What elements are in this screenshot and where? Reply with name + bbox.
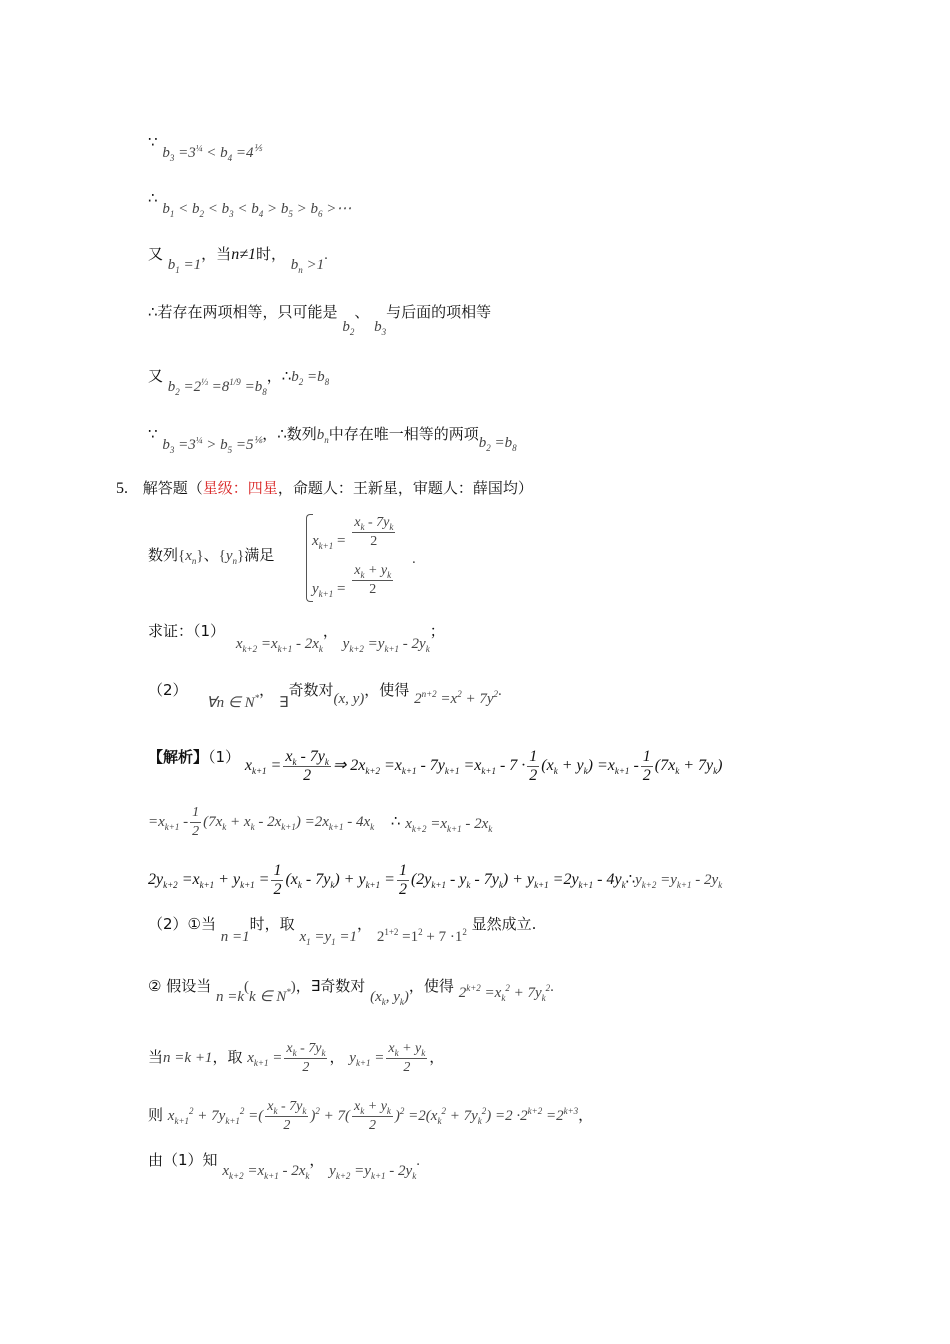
because-symbol-2: ∵ — [148, 425, 158, 443]
math-b3-b5: $b_3 =3^{\frac{1}{4}} > b_5 =5^{\frac{1}{6}}$ — [162, 435, 263, 455]
math-final-derivation: $x_{k+1}^2 + 7y_{k+1}^2$ =( $\frac{x_k - 7y_k}{2}$ )$^2$ + 7( $\frac{x_k + y_k}{2}$ )$^2 =2(x_k^2 + 7y_k^2) =2 \cdot 2^{k+2} =2^{k+3}$ — [167, 1099, 579, 1133]
math-derivation-x-2: $=x_{k+1}$ - $\frac{1}{2}$ $(7x_k + x_k - 2x_{k+1}) =2x_{k+1} - 4x_k$ — [148, 805, 375, 839]
text-therefore: ，∴ — [266, 367, 292, 385]
math-recurrence-x: $x_{k+2} =x_{k+1} - 2x_k$ — [235, 636, 323, 654]
text-unique-two: 中存在唯一相等的两项 — [328, 425, 479, 443]
line-unique-equal — [148, 424, 517, 455]
question-5-header — [116, 478, 533, 499]
solution-from-1: 由（1）知 $x_{k+2} =x_{k+1} - 2x_k$， $y_{k+2} =y_{k+1} - 2y_k$. — [148, 1151, 420, 1181]
math-target-identity: $2^{n+2} =x^2 + 7y^2$ — [414, 689, 499, 707]
text-obvious: 显然成立. — [471, 915, 537, 933]
math-recurrence-x-2: $x_{k+2} =x_{k+1} - 2x_k$ — [222, 1163, 310, 1181]
math-derivation-x: $x_{k+1}$ = $\frac{x_k - 7y_k}{2}$ ⇒ $2x_{k+2} =x_{k+1} - 7y_{k+1} =x_{k+1} - 7$ · $\frac{1}{2}$ $(x_k + y_k) =x_{k+1}$ - $\frac{1}{2}$ $(7x_k + 7y_k)$ — [244, 748, 723, 784]
solution-assumption: ② 假设当 n =k(k ∈ N*)，∃奇数对 ($x_k$, $y_k$)，使得 $2^{k+2} =x_k^2 + 7y_k^2$. — [148, 977, 554, 1007]
text-from-1: 由（1）知 — [148, 1151, 218, 1169]
math-recurrence-y: $y_{k+2} =y_{k+1} - 2y_k$ — [342, 636, 430, 654]
text-shi: 时， — [255, 245, 286, 263]
text-sequence-prefix: 数列 — [148, 546, 179, 564]
math-conclusion-y: $y_{k+2} =y_{k+1} - 2y_k$ — [635, 872, 723, 891]
solution-line-1 — [148, 740, 723, 784]
text-sep-2: 、 — [203, 546, 219, 564]
math-n-eq-k: n =k — [216, 989, 245, 1005]
text-take-2: ，取 — [212, 1047, 243, 1066]
prove-part-1: 求证：（1） $x_{k+2} =x_{k+1} - 2x_k$， $y_{k+2} =y_{k+1} - 2y_k$； — [148, 622, 445, 654]
math-xk-yk: ($x_k$, $y_k$) — [370, 989, 409, 1007]
solution-label: 【解析】 — [148, 748, 209, 767]
math-derivation-y: $2y_{k+2} =x_{k+1} + y_{k+1}$ = $\frac{1}{2}$ $(x_k - 7y_k) + y_{k+1}$ = $\frac{1}{2}$ $(2y_{k+1} - y_k - 7y_k) + y_{k+1} =2y_{k+1} - 4y_k$ — [148, 862, 626, 898]
solution-line-2: $=x_{k+1}$ - $\frac{1}{2}$ $(7x_k + x_k - 2x_{k+1}) =2x_{k+1} - 4x_k$ ∴ $x_{k+2} =x_{k+1} - 2x_k$ — [148, 805, 493, 839]
text-you-2: 又 — [148, 367, 164, 385]
text-take: 时，取 — [249, 915, 295, 933]
solution-part-1: （1） — [208, 748, 241, 767]
line-b3-less-b4 — [148, 132, 263, 163]
math-xk1-def: $x_{k+1}$ = $\frac{x_k - 7y_k}{2}$ — [247, 1041, 326, 1075]
solution-then: 则 $x_{k+1}^2 + 7y_{k+1}^2$ =( $\frac{x_k - 7y_k}{2}$ )$^2$ + 7( $\frac{x_k + y_k}{2}$ )$^2 =2(x_k^2 + 7y_k^2) =2 \cdot 2^{k+2} =2^{k+3}$， — [148, 1099, 594, 1133]
math-b2-b8: $b_2 =b_8$ — [291, 369, 330, 387]
solution-step: 当n =k +1，取 $x_{k+1}$ = $\frac{x_k - 7y_k}{2}$ ， $y_{k+1}$ = $\frac{x_k + y_k}{2}$ ， — [148, 1041, 445, 1075]
math-b3-b4: $b_3 =3^{\frac{1}{4}} < b_4 =4^{\frac{1}{5}}$ — [162, 143, 263, 163]
system-period: . — [412, 551, 416, 567]
math-forall-n: ∀n ∈ N* — [206, 693, 260, 711]
text-sep: 、 — [354, 303, 370, 321]
question-number: 5. — [116, 480, 128, 497]
math-induction-hypothesis: $2^{k+2} =x_k^2 + 7y_k^2$ — [458, 983, 551, 1003]
line-only-possible — [148, 302, 492, 337]
math-conclusion-x: $x_{k+2} =x_{k+1} - 2x_k$ — [405, 815, 493, 834]
math-n-neq-1: n≠1 — [231, 246, 256, 263]
math-k-in-n: k ∈ N* — [249, 987, 291, 1005]
math-base-identity: $2^{1+2} =1^2 + 7 \cdot 1^2$ — [376, 927, 467, 945]
text-sequence: ，∴数列 — [262, 425, 317, 443]
math-b1: $b_1 =1$ — [167, 257, 202, 275]
math-inequality-chain: $b_1 < b_2 < b_3 < b_4 > b_5 > b_6$ >⋯ — [162, 201, 352, 219]
text-satisfy: 满足 — [244, 546, 275, 564]
text-only-possible: ∴若存在两项相等，只可能是 — [148, 303, 338, 321]
star-level: 星级：四星 — [202, 479, 278, 497]
solution-part-2-base: （2）①当 n =1时，取 $x_1 =y_1 =1$， $2^{1+2} =1^2 + 7 \cdot 1^2$ 显然成立. — [148, 915, 537, 947]
text-assume: ② 假设当 — [148, 977, 212, 995]
therefore-symbol: ∴ — [148, 189, 158, 207]
part-2-label: （2） — [148, 681, 188, 699]
solution-line-3: $2y_{k+2} =x_{k+1} + y_{k+1}$ = $\frac{1}{2}$ $(x_k - 7y_k) + y_{k+1}$ = $\frac{1}{2}$ $(2y_{k+1} - y_k - 7y_k) + y_{k+1} =2y_{k+1}$ - $4y_k\therefore y_{k+2} =y_{k+1} - 2y_k$ — [148, 862, 723, 898]
math-bn-gt-1: $b_n >1$ — [290, 257, 325, 275]
text-you: 又 — [148, 245, 164, 263]
text-such-that: ，使得 — [364, 681, 410, 699]
line-monotonic — [148, 188, 352, 219]
text-then: 则 — [148, 1105, 164, 1124]
text-when: 当 — [148, 1047, 164, 1066]
question-type: 解答题（ — [142, 479, 203, 497]
math-n-eq-1: n =1 — [220, 929, 250, 945]
text-equal-later: 与后面的项相等 — [386, 303, 492, 321]
math-xy-pair: (x, y) — [333, 691, 365, 707]
math-n-eq-k1: n =k +1 — [163, 1049, 213, 1066]
text-part-2-intro: （2）①当 — [148, 915, 216, 933]
prove-part-2: （2） ∀n ∈ N*， ∃奇数对(x, y)，使得 $2^{n+2} =x^2 + 7y^2$. — [148, 681, 502, 711]
math-b3: $b_3$ — [374, 319, 387, 337]
math-b2-expr: $b_2 =2^{\frac{1}{3}} =8^{1/9} =b_8$ — [167, 377, 267, 397]
question-authors: ，命题人：王新星，审题人：薛国均） — [277, 479, 533, 497]
sequence-definition: 数列$\{x_n\}$、$\{y_n\}$满足 — [148, 546, 275, 566]
text-odd-pair: 奇数对 — [288, 681, 334, 699]
text-dang: ，当 — [201, 245, 232, 263]
math-b2-eq-b8: $b_2 =b_8$ — [478, 435, 517, 453]
text-such-that-2: ，使得 — [408, 977, 454, 995]
math-x1-y1: $x_1 =y_1 =1$ — [299, 929, 358, 947]
math-yk1-def: $y_{k+1}$ = $\frac{x_k + y_k}{2}$ — [349, 1041, 426, 1075]
because-symbol: ∵ — [148, 133, 158, 151]
math-bn: $b_n$ — [316, 427, 329, 445]
system-eq-y: $y_{k+1}$ = $\frac{x_k + y_k}{2}$ — [312, 563, 392, 599]
math-recurrence-y-2: $y_{k+2} =y_{k+1} - 2y_k$ — [329, 1163, 417, 1181]
text-exists-odd-pair: ，∃奇数对 — [295, 977, 366, 995]
line-b2-eq-b8 — [148, 366, 330, 397]
math-b2: $b_2$ — [342, 319, 355, 337]
prove-label: 求证：（1） — [148, 622, 226, 640]
system-eq-x: $x_{k+1}$ = $\frac{x_k - 7y_k}{2}$ — [312, 515, 394, 551]
line-b1-eq-1: 又 $b_1 =1$，当n≠1时， $b_n >1$. — [148, 245, 328, 275]
